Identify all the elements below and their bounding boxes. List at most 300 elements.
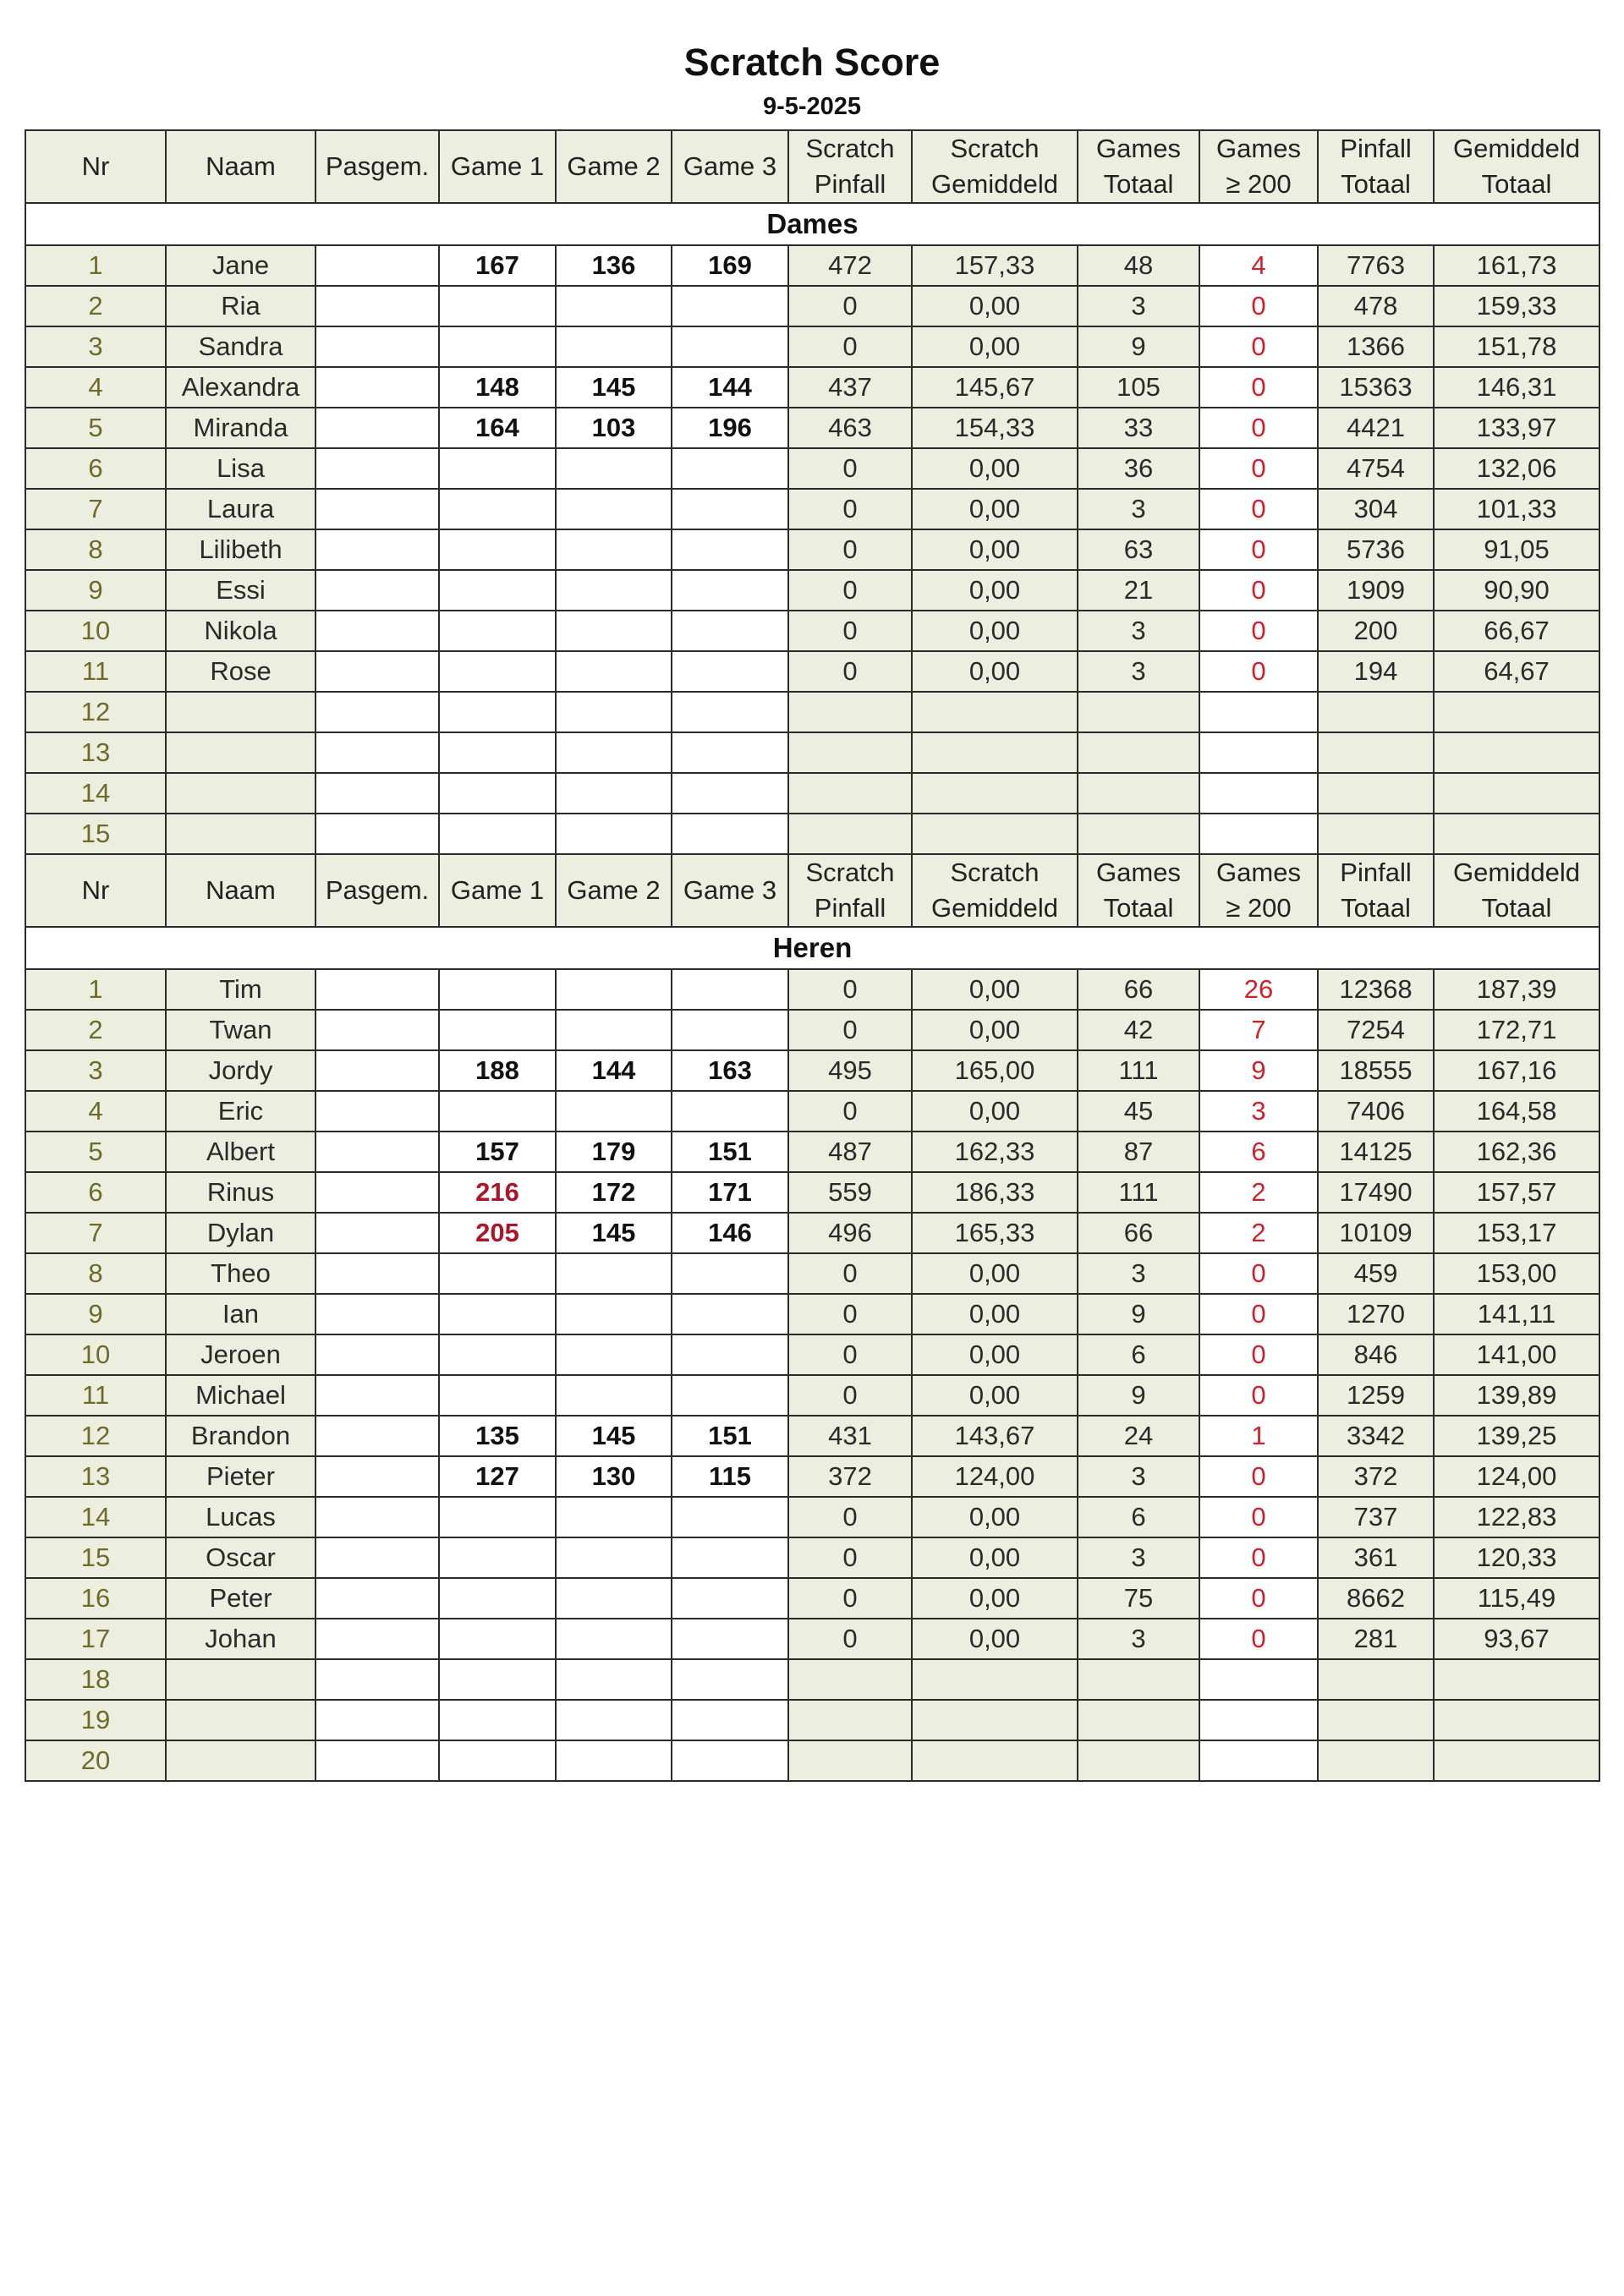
- cell-pinfall-totaal: 304: [1318, 489, 1434, 529]
- cell-scratch-gemiddeld: 186,33: [912, 1172, 1078, 1213]
- cell-nr: 6: [25, 1172, 166, 1213]
- cell-naam: Oscar: [166, 1537, 315, 1578]
- cell-scratch-gemiddeld: [912, 1659, 1078, 1700]
- cell-pasgem: [315, 529, 439, 570]
- header-game-3-label: Game 3: [683, 151, 777, 181]
- cell-naam: Laura: [166, 489, 315, 529]
- cell-naam: [166, 773, 315, 814]
- cell-game-1: [439, 1659, 556, 1700]
- cell-scratch-gemiddeld: 0,00: [912, 326, 1078, 367]
- cell-scratch-gemiddeld: [912, 692, 1078, 732]
- cell-nr: 4: [25, 1091, 166, 1132]
- cell-game-2: [556, 1700, 672, 1740]
- cell-scratch-pinfall: 495: [788, 1050, 912, 1091]
- cell-scratch-gemiddeld: 0,00: [912, 1294, 1078, 1334]
- cell-gemiddeld-totaal: [1434, 814, 1599, 854]
- cell-pasgem: [315, 1416, 439, 1456]
- cell-gemiddeld-totaal: 167,16: [1434, 1050, 1599, 1091]
- cell-naam: Albert: [166, 1132, 315, 1172]
- table-row: [25, 570, 1599, 611]
- header-games-200: [1199, 854, 1318, 927]
- cell-gemiddeld-totaal: 139,89: [1434, 1375, 1599, 1416]
- cell-naam: Theo: [166, 1253, 315, 1294]
- table-row: [25, 651, 1599, 692]
- header-scratch-gemiddeld-label: Gemiddeld: [931, 893, 1058, 923]
- section-row: [25, 927, 1599, 969]
- cell-scratch-pinfall: 0: [788, 651, 912, 692]
- cell-nr: 15: [25, 1537, 166, 1578]
- header-gemiddeld-totaal: [1434, 854, 1599, 927]
- cell-games-totaal: 63: [1078, 529, 1199, 570]
- cell-pasgem: [315, 570, 439, 611]
- cell-games-200: 0: [1199, 448, 1318, 489]
- cell-pinfall-totaal: 200: [1318, 611, 1434, 651]
- cell-games-totaal: 3: [1078, 286, 1199, 326]
- cell-games-totaal: 9: [1078, 1294, 1199, 1334]
- cell-games-totaal: 9: [1078, 326, 1199, 367]
- cell-game-3: 151: [672, 1132, 788, 1172]
- cell-scratch-gemiddeld: 0,00: [912, 1497, 1078, 1537]
- cell-pinfall-totaal: [1318, 1659, 1434, 1700]
- cell-naam: Eric: [166, 1091, 315, 1132]
- cell-gemiddeld-totaal: 64,67: [1434, 651, 1599, 692]
- table-row: [25, 1253, 1599, 1294]
- header-game-2-label: Game 2: [567, 875, 661, 905]
- cell-games-totaal: 111: [1078, 1172, 1199, 1213]
- table-row: [25, 1537, 1599, 1578]
- cell-game-2: [556, 529, 672, 570]
- cell-pinfall-totaal: 18555: [1318, 1050, 1434, 1091]
- cell-game-1: 164: [439, 408, 556, 448]
- cell-game-3: [672, 1497, 788, 1537]
- cell-games-200: [1199, 1740, 1318, 1781]
- cell-game-1: 135: [439, 1416, 556, 1456]
- cell-game-3: [672, 969, 788, 1010]
- cell-pasgem: [315, 1132, 439, 1172]
- cell-scratch-pinfall: 472: [788, 245, 912, 286]
- header-pinfall-totaal-label: Pinfall: [1340, 858, 1412, 887]
- cell-games-200: 26: [1199, 969, 1318, 1010]
- cell-game-1: [439, 326, 556, 367]
- cell-game-2: [556, 1497, 672, 1537]
- table-row: [25, 1497, 1599, 1537]
- cell-game-2: [556, 814, 672, 854]
- section-title: Heren: [25, 927, 1599, 969]
- cell-gemiddeld-totaal: 101,33: [1434, 489, 1599, 529]
- cell-game-1: [439, 570, 556, 611]
- cell-gemiddeld-totaal: 172,71: [1434, 1010, 1599, 1050]
- cell-scratch-pinfall: 0: [788, 1091, 912, 1132]
- cell-game-3: [672, 1740, 788, 1781]
- cell-game-2: [556, 1294, 672, 1334]
- header-row: [25, 130, 1599, 203]
- cell-pinfall-totaal: [1318, 773, 1434, 814]
- cell-scratch-pinfall: 0: [788, 1375, 912, 1416]
- cell-games-totaal: 48: [1078, 245, 1199, 286]
- cell-scratch-gemiddeld: 0,00: [912, 448, 1078, 489]
- cell-game-1: [439, 969, 556, 1010]
- cell-gemiddeld-totaal: 187,39: [1434, 969, 1599, 1010]
- cell-pinfall-totaal: 10109: [1318, 1213, 1434, 1253]
- cell-scratch-gemiddeld: 0,00: [912, 1010, 1078, 1050]
- cell-gemiddeld-totaal: 66,67: [1434, 611, 1599, 651]
- cell-pinfall-totaal: 7763: [1318, 245, 1434, 286]
- cell-pinfall-totaal: 846: [1318, 1334, 1434, 1375]
- cell-gemiddeld-totaal: 91,05: [1434, 529, 1599, 570]
- table-row: [25, 1294, 1599, 1334]
- cell-naam: Pieter: [166, 1456, 315, 1497]
- header-scratch-gemiddeld: [912, 854, 1078, 927]
- cell-games-200: 0: [1199, 1537, 1318, 1578]
- cell-game-3: [672, 651, 788, 692]
- cell-game-3: 163: [672, 1050, 788, 1091]
- cell-scratch-gemiddeld: [912, 814, 1078, 854]
- cell-nr: 7: [25, 489, 166, 529]
- cell-game-1: [439, 1619, 556, 1659]
- cell-nr: 5: [25, 408, 166, 448]
- cell-scratch-pinfall: [788, 1659, 912, 1700]
- cell-gemiddeld-totaal: [1434, 732, 1599, 773]
- cell-game-3: [672, 489, 788, 529]
- cell-pinfall-totaal: 1259: [1318, 1375, 1434, 1416]
- cell-gemiddeld-totaal: [1434, 773, 1599, 814]
- cell-scratch-pinfall: 0: [788, 1497, 912, 1537]
- header-games-200: [1199, 130, 1318, 203]
- cell-games-200: [1199, 1700, 1318, 1740]
- cell-gemiddeld-totaal: 151,78: [1434, 326, 1599, 367]
- cell-scratch-gemiddeld: 0,00: [912, 651, 1078, 692]
- table-row: [25, 814, 1599, 854]
- cell-game-2: [556, 692, 672, 732]
- cell-scratch-pinfall: [788, 773, 912, 814]
- header-nr-label: Nr: [81, 151, 110, 181]
- cell-games-totaal: 6: [1078, 1334, 1199, 1375]
- cell-game-2: [556, 1091, 672, 1132]
- cell-pasgem: [315, 692, 439, 732]
- cell-nr: 13: [25, 732, 166, 773]
- header-pasgem: [315, 130, 439, 203]
- cell-scratch-gemiddeld: 162,33: [912, 1132, 1078, 1172]
- cell-games-200: [1199, 814, 1318, 854]
- header-gemiddeld-totaal-label: Gemiddeld: [1453, 858, 1580, 887]
- cell-games-totaal: 3: [1078, 651, 1199, 692]
- cell-games-totaal: 36: [1078, 448, 1199, 489]
- cell-games-totaal: 66: [1078, 1213, 1199, 1253]
- cell-naam: Rinus: [166, 1172, 315, 1213]
- cell-naam: Lilibeth: [166, 529, 315, 570]
- table-row: [25, 692, 1599, 732]
- cell-games-totaal: 24: [1078, 1416, 1199, 1456]
- cell-games-totaal: 3: [1078, 611, 1199, 651]
- cell-nr: 18: [25, 1659, 166, 1700]
- cell-game-3: 146: [672, 1213, 788, 1253]
- cell-game-2: [556, 1578, 672, 1619]
- cell-game-3: [672, 732, 788, 773]
- header-games-totaal: [1078, 854, 1199, 927]
- cell-scratch-gemiddeld: 154,33: [912, 408, 1078, 448]
- cell-gemiddeld-totaal: 132,06: [1434, 448, 1599, 489]
- cell-game-2: [556, 1010, 672, 1050]
- cell-naam: Lucas: [166, 1497, 315, 1537]
- cell-games-totaal: [1078, 773, 1199, 814]
- cell-scratch-pinfall: 0: [788, 529, 912, 570]
- header-nr-label: Nr: [81, 875, 110, 905]
- cell-pinfall-totaal: 361: [1318, 1537, 1434, 1578]
- cell-naam: Twan: [166, 1010, 315, 1050]
- cell-game-2: [556, 611, 672, 651]
- cell-game-1: [439, 448, 556, 489]
- cell-game-1: 205: [439, 1213, 556, 1253]
- cell-scratch-gemiddeld: 145,67: [912, 367, 1078, 408]
- cell-naam: Alexandra: [166, 367, 315, 408]
- table-row: [25, 1619, 1599, 1659]
- table-row: [25, 1578, 1599, 1619]
- cell-pinfall-totaal: 17490: [1318, 1172, 1434, 1213]
- cell-naam: [166, 814, 315, 854]
- cell-scratch-gemiddeld: 157,33: [912, 245, 1078, 286]
- cell-nr: 10: [25, 611, 166, 651]
- cell-scratch-gemiddeld: 0,00: [912, 1537, 1078, 1578]
- cell-game-3: [672, 1700, 788, 1740]
- cell-game-1: [439, 814, 556, 854]
- cell-pasgem: [315, 489, 439, 529]
- cell-pasgem: [315, 1700, 439, 1740]
- cell-game-1: [439, 1497, 556, 1537]
- cell-game-2: [556, 1659, 672, 1700]
- table-row: [25, 448, 1599, 489]
- cell-pinfall-totaal: [1318, 732, 1434, 773]
- cell-scratch-pinfall: 463: [788, 408, 912, 448]
- cell-scratch-pinfall: 0: [788, 1010, 912, 1050]
- cell-game-3: [672, 1294, 788, 1334]
- cell-games-totaal: 87: [1078, 1132, 1199, 1172]
- cell-game-2: 145: [556, 1416, 672, 1456]
- cell-game-3: [672, 1091, 788, 1132]
- cell-game-2: [556, 1619, 672, 1659]
- cell-naam: [166, 692, 315, 732]
- header-nr: [25, 854, 166, 927]
- cell-gemiddeld-totaal: [1434, 1700, 1599, 1740]
- cell-game-1: [439, 1294, 556, 1334]
- cell-games-totaal: 21: [1078, 570, 1199, 611]
- table-row: [25, 1050, 1599, 1091]
- cell-game-1: [439, 1334, 556, 1375]
- cell-game-2: [556, 732, 672, 773]
- cell-game-2: [556, 1740, 672, 1781]
- cell-games-200: 0: [1199, 326, 1318, 367]
- cell-nr: 15: [25, 814, 166, 854]
- cell-game-1: [439, 1700, 556, 1740]
- cell-game-2: [556, 286, 672, 326]
- cell-nr: 17: [25, 1619, 166, 1659]
- cell-games-200: 0: [1199, 651, 1318, 692]
- cell-scratch-pinfall: [788, 814, 912, 854]
- cell-naam: Peter: [166, 1578, 315, 1619]
- cell-pasgem: [315, 448, 439, 489]
- cell-pinfall-totaal: 459: [1318, 1253, 1434, 1294]
- header-games-totaal: [1078, 130, 1199, 203]
- cell-gemiddeld-totaal: 146,31: [1434, 367, 1599, 408]
- cell-pasgem: [315, 1253, 439, 1294]
- header-pasgem-label: Pasgem.: [325, 875, 430, 905]
- cell-naam: [166, 1659, 315, 1700]
- cell-pinfall-totaal: 12368: [1318, 969, 1434, 1010]
- cell-scratch-gemiddeld: 0,00: [912, 1091, 1078, 1132]
- cell-game-3: [672, 692, 788, 732]
- cell-pasgem: [315, 611, 439, 651]
- cell-games-200: 0: [1199, 611, 1318, 651]
- cell-game-2: [556, 1537, 672, 1578]
- cell-naam: Ria: [166, 286, 315, 326]
- cell-nr: 1: [25, 969, 166, 1010]
- cell-game-2: [556, 1253, 672, 1294]
- cell-pinfall-totaal: 372: [1318, 1456, 1434, 1497]
- cell-game-1: [439, 1375, 556, 1416]
- cell-game-3: [672, 529, 788, 570]
- header-scratch-gemiddeld-label: Scratch: [950, 134, 1040, 163]
- cell-game-3: [672, 570, 788, 611]
- cell-scratch-gemiddeld: 0,00: [912, 1375, 1078, 1416]
- cell-pinfall-totaal: [1318, 1700, 1434, 1740]
- header-games-totaal-label: Games: [1096, 134, 1181, 163]
- cell-scratch-pinfall: 0: [788, 1294, 912, 1334]
- cell-scratch-gemiddeld: 0,00: [912, 1578, 1078, 1619]
- table-row: [25, 1091, 1599, 1132]
- cell-scratch-gemiddeld: 0,00: [912, 1253, 1078, 1294]
- cell-game-1: [439, 611, 556, 651]
- cell-pinfall-totaal: 4421: [1318, 408, 1434, 448]
- cell-pinfall-totaal: 737: [1318, 1497, 1434, 1537]
- header-scratch-pinfall: [788, 130, 912, 203]
- cell-games-totaal: [1078, 1700, 1199, 1740]
- cell-pasgem: [315, 651, 439, 692]
- cell-games-200: 2: [1199, 1213, 1318, 1253]
- table-row: [25, 969, 1599, 1010]
- cell-scratch-pinfall: 0: [788, 1253, 912, 1294]
- cell-pinfall-totaal: [1318, 814, 1434, 854]
- cell-nr: 2: [25, 286, 166, 326]
- cell-game-1: 148: [439, 367, 556, 408]
- cell-pinfall-totaal: 3342: [1318, 1416, 1434, 1456]
- header-games-200-label: Games: [1216, 134, 1301, 163]
- cell-scratch-gemiddeld: 0,00: [912, 1619, 1078, 1659]
- table-row: [25, 286, 1599, 326]
- cell-scratch-pinfall: 437: [788, 367, 912, 408]
- table-row: [25, 1416, 1599, 1456]
- cell-game-1: 157: [439, 1132, 556, 1172]
- cell-game-1: [439, 1537, 556, 1578]
- cell-pasgem: [315, 814, 439, 854]
- cell-pasgem: [315, 286, 439, 326]
- header-scratch-pinfall-label: Pinfall: [814, 893, 886, 923]
- cell-pasgem: [315, 1578, 439, 1619]
- cell-pasgem: [315, 1172, 439, 1213]
- cell-pinfall-totaal: [1318, 692, 1434, 732]
- cell-pasgem: [315, 969, 439, 1010]
- cell-nr: 8: [25, 1253, 166, 1294]
- cell-gemiddeld-totaal: [1434, 692, 1599, 732]
- header-game-2: [556, 130, 672, 203]
- cell-game-3: [672, 773, 788, 814]
- cell-nr: 3: [25, 326, 166, 367]
- cell-nr: 20: [25, 1740, 166, 1781]
- cell-nr: 1: [25, 245, 166, 286]
- header-naam: [166, 854, 315, 927]
- table-row: [25, 611, 1599, 651]
- header-game-1-label: Game 1: [450, 151, 545, 181]
- cell-game-3: [672, 1334, 788, 1375]
- table-row: [25, 1172, 1599, 1213]
- cell-games-200: 0: [1199, 1294, 1318, 1334]
- header-scratch-pinfall-label: Scratch: [805, 858, 895, 887]
- cell-scratch-pinfall: [788, 732, 912, 773]
- cell-nr: 7: [25, 1213, 166, 1253]
- table-row: [25, 326, 1599, 367]
- cell-scratch-gemiddeld: 0,00: [912, 570, 1078, 611]
- cell-game-3: [672, 1659, 788, 1700]
- cell-gemiddeld-totaal: 90,90: [1434, 570, 1599, 611]
- cell-nr: 8: [25, 529, 166, 570]
- cell-games-200: [1199, 1659, 1318, 1700]
- header-scratch-gemiddeld: [912, 130, 1078, 203]
- cell-games-200: 0: [1199, 570, 1318, 611]
- cell-games-200: 9: [1199, 1050, 1318, 1091]
- cell-scratch-gemiddeld: 0,00: [912, 969, 1078, 1010]
- cell-scratch-gemiddeld: 0,00: [912, 529, 1078, 570]
- cell-nr: 2: [25, 1010, 166, 1050]
- table-row: [25, 367, 1599, 408]
- cell-pasgem: [315, 367, 439, 408]
- header-pinfall-totaal: [1318, 130, 1434, 203]
- cell-gemiddeld-totaal: 120,33: [1434, 1537, 1599, 1578]
- cell-games-totaal: 105: [1078, 367, 1199, 408]
- cell-games-200: 0: [1199, 1456, 1318, 1497]
- cell-games-200: 2: [1199, 1172, 1318, 1213]
- header-scratch-pinfall: [788, 854, 912, 927]
- cell-scratch-pinfall: 496: [788, 1213, 912, 1253]
- header-pasgem-label: Pasgem.: [325, 151, 430, 181]
- cell-scratch-pinfall: 0: [788, 969, 912, 1010]
- cell-games-200: 0: [1199, 1334, 1318, 1375]
- cell-gemiddeld-totaal: 133,97: [1434, 408, 1599, 448]
- cell-scratch-pinfall: 0: [788, 326, 912, 367]
- cell-scratch-gemiddeld: [912, 773, 1078, 814]
- cell-scratch-gemiddeld: 0,00: [912, 1334, 1078, 1375]
- cell-games-200: 0: [1199, 408, 1318, 448]
- cell-pinfall-totaal: 281: [1318, 1619, 1434, 1659]
- cell-game-1: 167: [439, 245, 556, 286]
- cell-games-totaal: 75: [1078, 1578, 1199, 1619]
- cell-game-3: [672, 1010, 788, 1050]
- cell-nr: 16: [25, 1578, 166, 1619]
- header-games-totaal-label: Games: [1096, 858, 1181, 887]
- cell-gemiddeld-totaal: 122,83: [1434, 1497, 1599, 1537]
- header-scratch-pinfall-label: Scratch: [805, 134, 895, 163]
- cell-pinfall-totaal: 15363: [1318, 367, 1434, 408]
- cell-pasgem: [315, 1375, 439, 1416]
- cell-scratch-pinfall: [788, 1700, 912, 1740]
- cell-naam: Brandon: [166, 1416, 315, 1456]
- cell-nr: 9: [25, 1294, 166, 1334]
- cell-pasgem: [315, 773, 439, 814]
- cell-game-2: 136: [556, 245, 672, 286]
- cell-game-1: 188: [439, 1050, 556, 1091]
- cell-pinfall-totaal: [1318, 1740, 1434, 1781]
- cell-gemiddeld-totaal: 141,11: [1434, 1294, 1599, 1334]
- cell-game-2: 172: [556, 1172, 672, 1213]
- header-games-200-label: ≥ 200: [1226, 893, 1292, 923]
- cell-games-totaal: [1078, 1659, 1199, 1700]
